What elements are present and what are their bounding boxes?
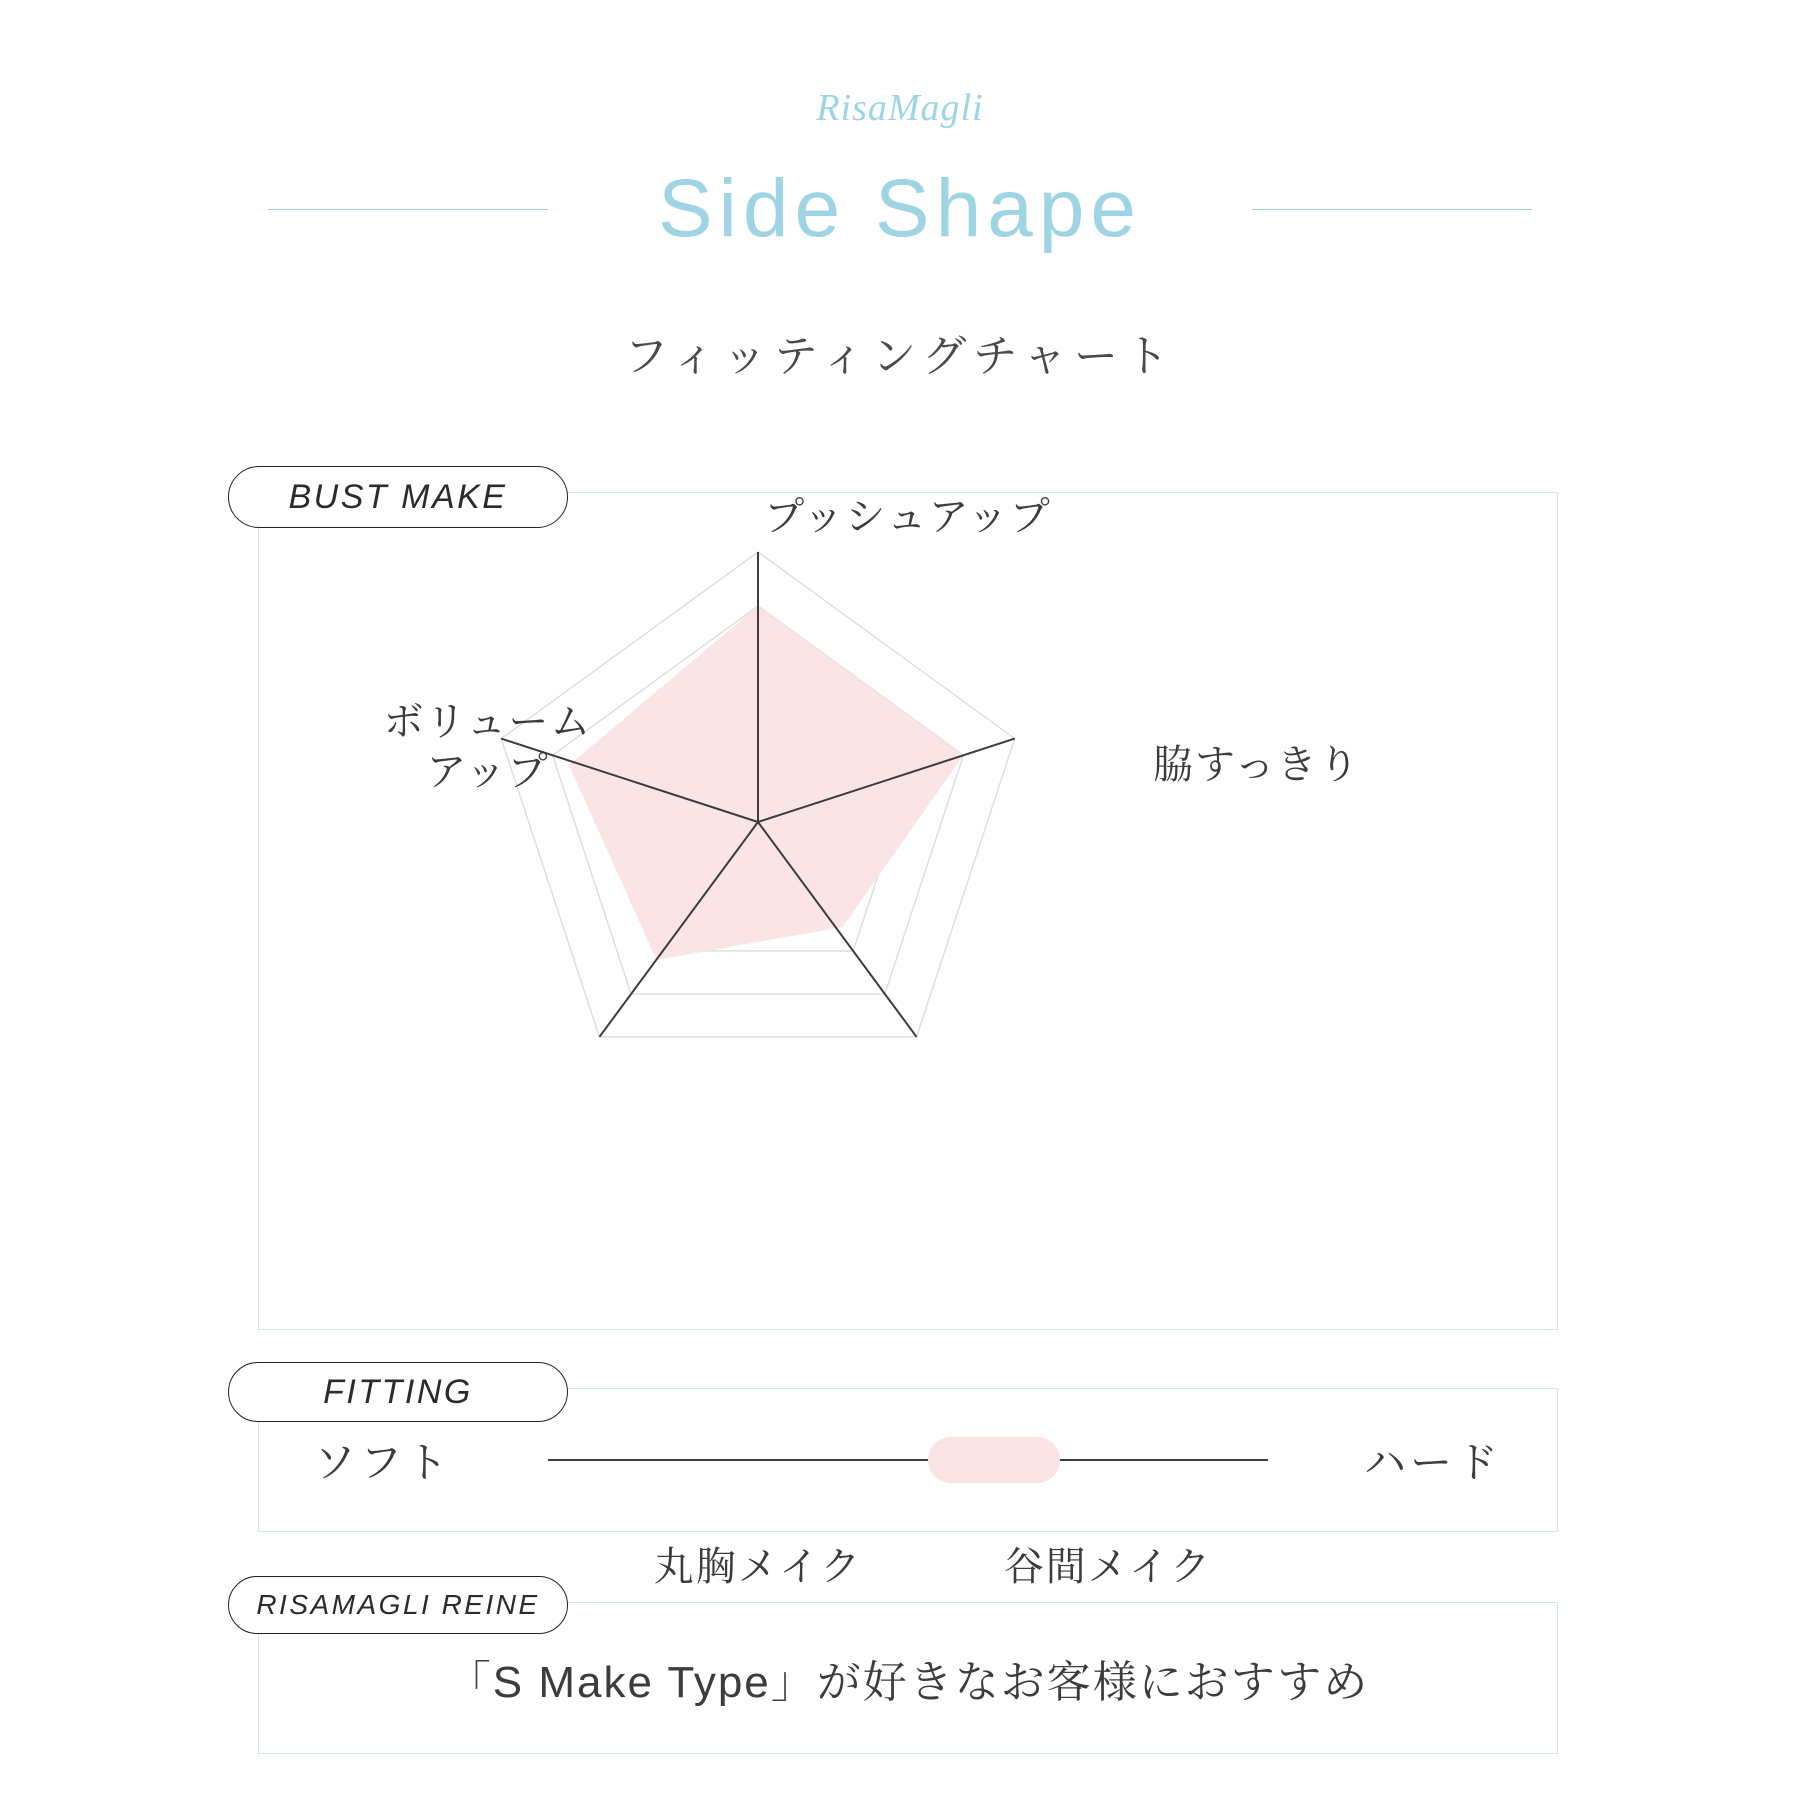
radar-label-waki: 脇すっきり [1153,743,1361,787]
fitting-label-hard: ハード [1363,1439,1502,1486]
radar-chart-svg [258,492,1558,1330]
page-title: Side Shape [657,163,1142,254]
fitting-slider-track [548,1459,1268,1461]
fitting-badge: FITTING [228,1362,568,1422]
title-rule-left [268,209,548,210]
brand-logo: RisaMagli [816,87,984,129]
title-rule-right [1252,209,1532,210]
fitting-slider[interactable] [518,1430,1298,1490]
radar-label-marumune: 丸胸メイク [653,1545,863,1589]
fitting-label-soft: ソフト [313,1439,452,1486]
radar-label-volume-up: ボリューム アップ [383,700,593,794]
reine-recommendation: 「S Make Type」が好きなお客様におすすめ [446,1658,1370,1707]
page-subtitle: フィッティングチャート [624,332,1176,381]
fitting-slider-knob[interactable] [928,1437,1060,1483]
radar-label-tanima: 谷間メイク [1003,1545,1213,1589]
radar-label-push-up: プッシュアップ [764,495,1052,539]
reine-badge: RISAMAGLI REINE [228,1576,568,1634]
title-row [0,163,1800,254]
bust-make-badge: BUST MAKE [228,466,568,528]
